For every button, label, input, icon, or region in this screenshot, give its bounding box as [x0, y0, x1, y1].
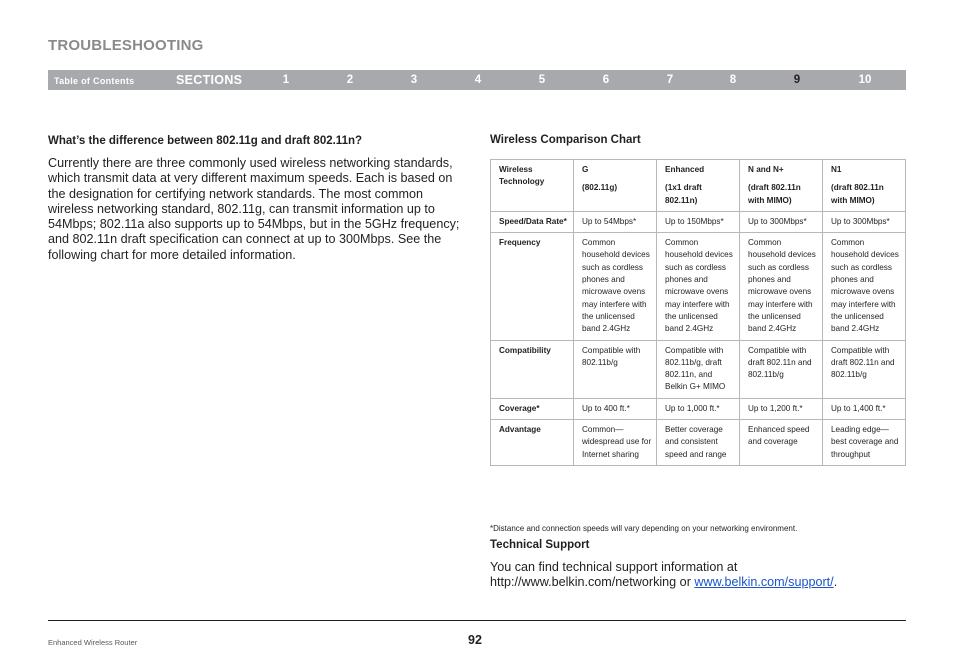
table-cell: Compatible with 802.11b/g: [574, 340, 657, 398]
section-link-6[interactable]: 6: [602, 74, 610, 86]
header-label-cell: Wireless Technology: [491, 160, 574, 212]
wireless-comparison-table: [490, 159, 906, 466]
support-link[interactable]: www.belkin.com/support/: [694, 575, 834, 589]
column-name: Enhanced: [665, 165, 705, 174]
table-cell: Common household devices such as cordless phones and microwave ovens may interfere with the unlicensed band 2.4GHz: [823, 233, 906, 340]
header-cell-n-and-n-plus: [740, 160, 823, 212]
page-title: TROUBLESHOOTING: [48, 37, 204, 54]
section-link-8[interactable]: 8: [729, 74, 737, 86]
support-heading: Technical Support: [490, 539, 590, 551]
section-link-5[interactable]: 5: [538, 74, 546, 86]
table-cell: Compatible with draft 802.11n and 802.11b/g: [823, 340, 906, 398]
sections-label: SECTIONS: [176, 73, 243, 87]
row-label: Frequency: [491, 233, 574, 340]
page-number: 92: [468, 633, 482, 647]
table-cell: Compatible with draft 802.11n and 802.11b/g: [740, 340, 823, 398]
table-cell: Up to 1,000 ft.*: [657, 398, 740, 419]
header-cell-g: [574, 160, 657, 212]
table-cell: Up to 1,400 ft.*: [823, 398, 906, 419]
column-subtitle: (draft 802.11n with MIMO): [748, 183, 801, 205]
question-section: [48, 134, 468, 263]
column-name: N1: [831, 165, 842, 174]
section-link-3[interactable]: 3: [410, 74, 418, 86]
table-cell: Common household devices such as cordless phones and microwave ovens may interfere with the unlicensed band 2.4GHz: [574, 233, 657, 340]
column-subtitle: (draft 802.11n with MIMO): [831, 183, 884, 205]
table-row-frequency: [491, 233, 906, 340]
section-link-9-current[interactable]: 9: [793, 74, 801, 86]
column-subtitle: (1x1 draft 802.11n): [665, 183, 702, 205]
table-cell: Common household devices such as cordless phones and microwave ovens may interfere with the unlicensed band 2.4GHz: [657, 233, 740, 340]
table-cell: Up to 300Mbps*: [740, 211, 823, 232]
section-navigation-bar: [48, 70, 906, 90]
support-body: [490, 560, 906, 590]
table-cell: Up to 1,200 ft.*: [740, 398, 823, 419]
table-cell: Up to 150Mbps*: [657, 211, 740, 232]
section-link-1[interactable]: 1: [282, 74, 290, 86]
footer-product-name: Enhanced Wireless Router: [48, 638, 138, 647]
table-cell: Enhanced speed and coverage: [740, 420, 823, 466]
table-cell: Common—widespread use for Internet sharing: [574, 420, 657, 466]
column-name: N and N+: [748, 165, 784, 174]
table-row-advantage: [491, 420, 906, 466]
question-heading: What’s the difference between 802.11g and draft 802.11n?: [48, 135, 363, 147]
row-label: Speed/Data Rate*: [491, 211, 574, 232]
section-link-4[interactable]: 4: [474, 74, 482, 86]
table-row-speed: [491, 211, 906, 232]
section-link-7[interactable]: 7: [666, 74, 674, 86]
row-label: Coverage*: [491, 398, 574, 419]
table-cell: Compatible with 802.11b/g, draft 802.11n, and Belkin G+ MIMO: [657, 340, 740, 398]
table-cell: Up to 400 ft.*: [574, 398, 657, 419]
support-text: You can find technical support information at http://www.belkin.com/networking or: [490, 560, 738, 589]
chart-heading: Wireless Comparison Chart: [490, 134, 641, 146]
table-row-compatibility: [491, 340, 906, 398]
row-label: Advantage: [491, 420, 574, 466]
chart-footnote: *Distance and connection speeds will vary depending on your networking environment.: [490, 524, 798, 533]
section-link-2[interactable]: 2: [346, 74, 354, 86]
table-header-row: [491, 160, 906, 212]
table-of-contents-link[interactable]: Table of Contents: [54, 76, 135, 86]
table-cell: Up to 54Mbps*: [574, 211, 657, 232]
header-cell-n1: [823, 160, 906, 212]
section-link-10[interactable]: 10: [858, 74, 872, 86]
column-subtitle: (802.11g): [582, 183, 618, 193]
row-label: Compatibility: [491, 340, 574, 398]
table-cell: Better coverage and consistent speed and range: [657, 420, 740, 466]
table-cell: Up to 300Mbps*: [823, 211, 906, 232]
table-row-coverage: [491, 398, 906, 419]
footer-divider: [48, 620, 906, 621]
column-name: G: [582, 165, 589, 174]
support-text-end: .: [833, 575, 838, 589]
table-cell: Leading edge—best coverage and throughput: [823, 420, 906, 466]
header-cell-enhanced: [657, 160, 740, 212]
question-body: Currently there are three commonly used wireless networking standards, which transmit data at very different maximum speeds. Each is based on the designation for certifying network standards. The most common wireless networking standard, 802.11g, can transmit information up to 54Mbps; 802.11a also supports up to 54Mbps, but in the 5GHz frequency; and 802.11n draft specification can connect at up to 300Mbps. See the following chart for more detailed information.: [48, 156, 460, 262]
table-cell: Common household devices such as cordless phones and microwave ovens may interfere with the unlicensed band 2.4GHz: [740, 233, 823, 340]
